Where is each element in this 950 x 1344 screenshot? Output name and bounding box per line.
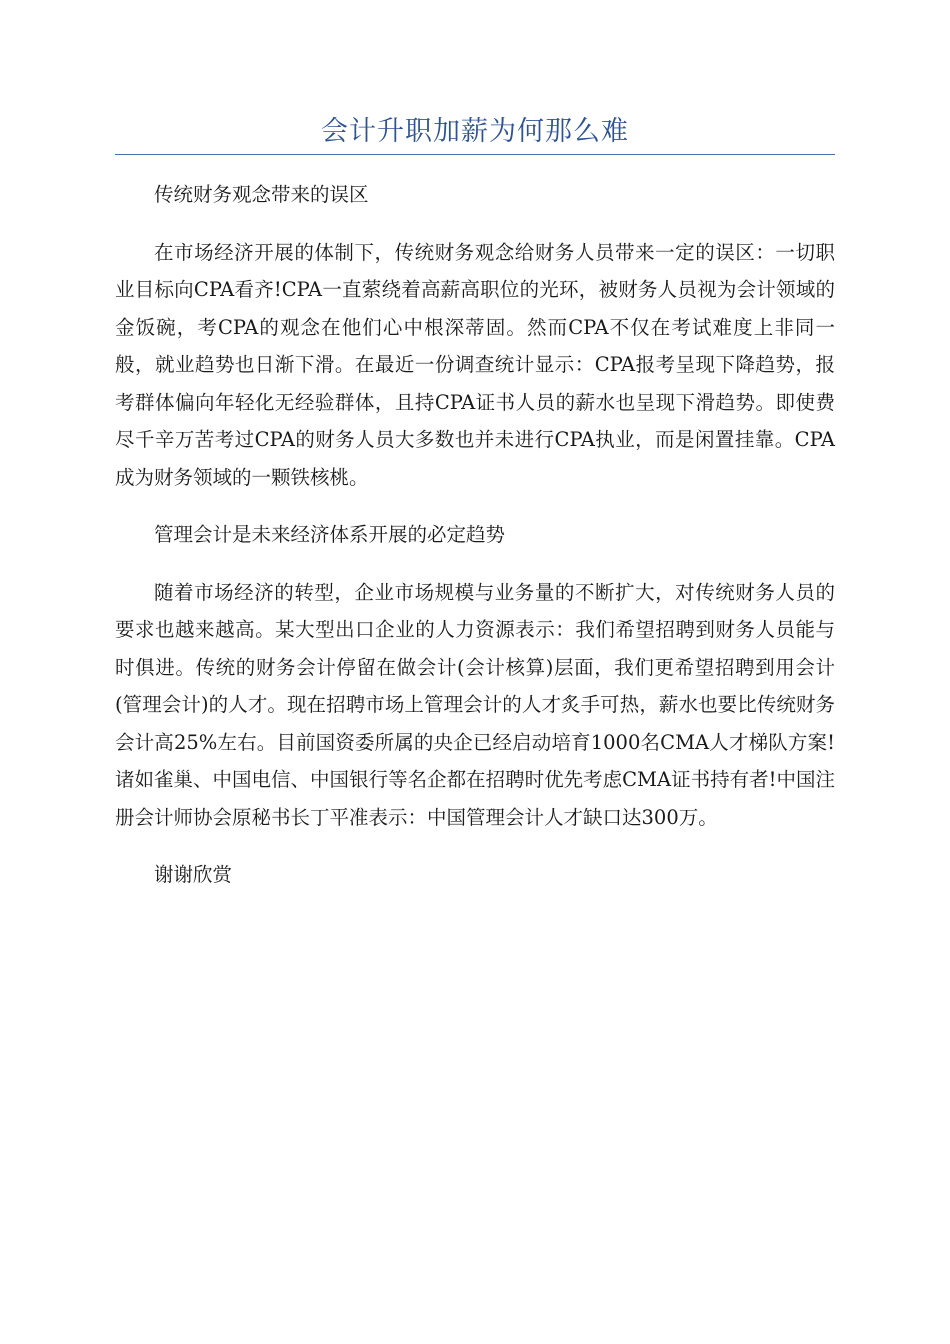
title-underline [115, 154, 835, 155]
section-heading-management-accounting-trend: 管理会计是未来经济体系开展的必定趋势 [154, 523, 506, 546]
page-title: 会计升职加薪为何那么难 [321, 116, 629, 147]
closing-thanks: 谢谢欣赏 [154, 863, 233, 886]
section-heading-traditional-misconception: 传统财务观念带来的误区 [154, 183, 369, 206]
paragraph-cpa-misconception: 在市场经济开展的体制下，传统财务观念给财务人员带来一定的误区：一切职业目标向CPA看齐!CPA一直萦绕着高薪高职位的光环，被财务人员视为会计领域的金饭碗，考CPA的观念在他们心中根深蒂固。然而CPA不仅在考试难度上非同一般，就业趋势也日渐下滑。在最近一份调查统计显示：CPA报考呈现下降趋势，报考群体偏向年轻化无经验群体，且持CPA证书人员的薪水也呈现下滑趋势。即使费尽千辛万苦考过CPA的财务人员大多数也并未进行CPA执业，而是闲置挂靠。CPA成为财务领域的一颗铁核桃。 [115, 240, 835, 489]
document-body [115, 176, 835, 914]
paragraph-management-accounting-demand: 随着市场经济的转型，企业市场规模与业务量的不断扩大，对传统财务人员的要求也越来越高。某大型出口企业的人力资源表示：我们希望招聘到财务人员能与时俱进。传统的财务会计停留在做会计(会计核算)层面，我们更希望招聘到用会计(管理会计)的人才。现在招聘市场上管理会计的人才炙手可热，薪水也要比传统财务会计高25%左右。目前国资委所属的央企已经启动培育1000名CMA人才梯队方案!诸如雀巢、中国电信、中国银行等名企都在招聘时优先考虑CMA证书持有者!中国注册会计师协会原秘书长丁平准表示：中国管理会计人才缺口达300万。 [115, 580, 835, 829]
